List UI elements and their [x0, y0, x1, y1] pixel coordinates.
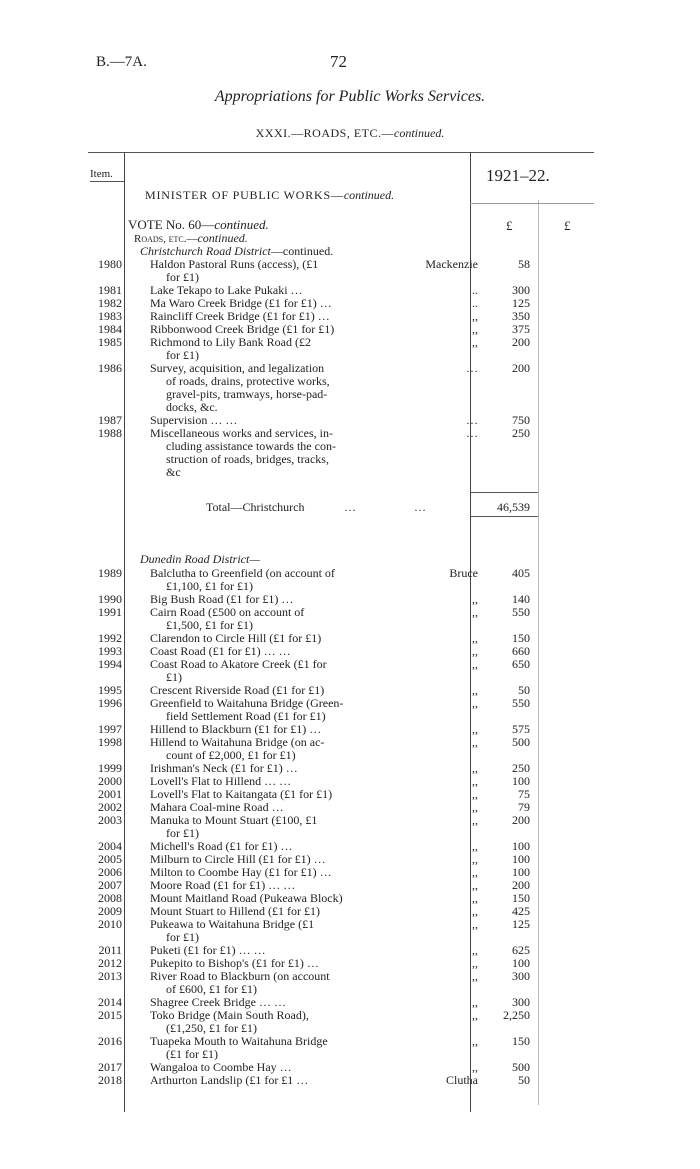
item-description-line: Mahara Coal-mine Road … [150, 800, 284, 814]
item-number: 1993 [98, 644, 122, 658]
item-district: ,, [472, 1034, 478, 1048]
item-description [150, 336, 388, 362]
item-district: ,, [472, 800, 478, 814]
item-description-line: Coast Road to Akatore Creek (£1 for [150, 657, 327, 671]
item-description-line: Survey, acquisition, and legalization [150, 361, 325, 375]
item-description-line: £1,100, £1 for £1) [166, 579, 253, 593]
item-description [150, 606, 388, 632]
item-district: ,, [472, 839, 478, 853]
item-amount: 405 [512, 566, 530, 580]
item-number: 1989 [98, 566, 122, 580]
minister-continued: continued. [343, 188, 395, 202]
minister-heading [145, 188, 394, 203]
item-amount: 500 [512, 735, 530, 749]
item-number: 2002 [98, 800, 122, 814]
item-number: 1999 [98, 761, 122, 775]
item-amount: 50 [518, 683, 530, 697]
item-description-line: Ribbonwood Creek Bridge (£1 for £1) [150, 322, 335, 336]
item-amount: 50 [518, 1073, 530, 1087]
item-amount: 550 [512, 696, 530, 710]
item-number: 1983 [98, 309, 122, 323]
item-description [150, 736, 388, 762]
item-number: 1991 [98, 605, 122, 619]
item-district: ,, [472, 878, 478, 892]
minister-text: MINISTER OF PUBLIC WORKS— [145, 188, 344, 202]
item-number: 1987 [98, 413, 122, 427]
item-district: .. [472, 283, 478, 297]
item-amount: 125 [512, 917, 530, 931]
item-amount: 750 [512, 413, 530, 427]
item-amount: 2,250 [503, 1008, 530, 1022]
total-top-rule [470, 492, 538, 493]
item-description [150, 362, 388, 414]
item-district: ,, [472, 657, 478, 671]
item-district: ,, [472, 917, 478, 931]
item-description-line: (£1,250, £1 for £1) [166, 1021, 257, 1035]
item-number: 1988 [98, 426, 122, 440]
item-district: ,, [472, 1060, 478, 1074]
item-district: … [466, 413, 478, 427]
item-amount: 79 [518, 800, 530, 814]
item-number: 2008 [98, 891, 122, 905]
item-description [150, 658, 388, 684]
item-district: ,, [472, 1008, 478, 1022]
item-district: ,, [472, 891, 478, 905]
vote-label-text: VOTE No. 60— [128, 217, 215, 232]
amount-column-rule-right [538, 200, 539, 1105]
item-number: 2013 [98, 969, 122, 983]
item-description-line: cluding assistance towards the con- [166, 439, 336, 453]
item-amount: 125 [512, 296, 530, 310]
item-description-line: struction of roads, bridges, tracks, [166, 452, 329, 466]
item-number: 2009 [98, 904, 122, 918]
item-description-line: Shagree Creek Bridge … … [150, 995, 286, 1009]
item-district: ,, [472, 813, 478, 827]
section-title [0, 126, 700, 141]
item-number: 1995 [98, 683, 122, 697]
column-header-year: 1921–22. [486, 166, 550, 185]
document-reference: B.—7A. [96, 54, 147, 70]
item-district: ,, [472, 852, 478, 866]
item-description-line: Coast Road (£1 for £1) … … [150, 644, 291, 658]
item-description-line: field Settlement Road (£1 for £1) [166, 709, 326, 723]
item-description-line: of £600, £1 for £1) [166, 982, 257, 996]
item-amount: 300 [512, 283, 530, 297]
item-amount: 200 [512, 878, 530, 892]
item-description [150, 918, 388, 944]
item-district: ,, [472, 956, 478, 970]
item-amount: 625 [512, 943, 530, 957]
item-amount: 75 [518, 787, 530, 801]
item-amount: 300 [512, 969, 530, 983]
item-description-line: £1) [166, 670, 182, 684]
item-number: 1997 [98, 722, 122, 736]
item-amount: 575 [512, 722, 530, 736]
item-amount: 350 [512, 309, 530, 323]
item-description-line: for £1) [166, 930, 199, 944]
item-district: ,, [472, 943, 478, 957]
item-description-line: Crescent Riverside Road (£1 for £1) [150, 683, 325, 697]
item-amount: 100 [512, 956, 530, 970]
item-number: 2010 [98, 917, 122, 931]
item-description-line: Hillend to Waitahuna Bridge (on ac- [150, 735, 325, 749]
item-amount: 100 [512, 865, 530, 879]
item-number: 2006 [98, 865, 122, 879]
item-description-line: (£1 for £1) [166, 1047, 218, 1061]
item-number: 2012 [98, 956, 122, 970]
item-amount: 100 [512, 852, 530, 866]
item-district: ,, [472, 735, 478, 749]
item-number: 1996 [98, 696, 122, 710]
item-description-line: Toko Bridge (Main South Road), [150, 1008, 309, 1022]
item-amount: 100 [512, 774, 530, 788]
item-description-line: Michell's Road (£1 for £1) … [150, 839, 293, 853]
item-district: … [466, 426, 478, 440]
item-description [150, 567, 388, 593]
item-district: ,, [472, 592, 478, 606]
item-number: 1986 [98, 361, 122, 375]
item-description-line: Big Bush Road (£1 for £1) … [150, 592, 294, 606]
item-description-line: Cairn Road (£500 on account of [150, 605, 305, 619]
dunedin-district-heading [140, 553, 260, 566]
item-number: 1994 [98, 657, 122, 671]
item-number: 1980 [98, 257, 122, 271]
item-description [150, 697, 388, 723]
page-subtitle: Appropriations for Public Works Services. [214, 88, 486, 105]
section-title-text: XXXI.—ROADS, ETC.— [255, 126, 394, 140]
item-amount: 150 [512, 891, 530, 905]
item-description-line: of roads, drains, protective works, [166, 374, 330, 388]
roads-label-text: Roads, etc.— [134, 233, 198, 245]
item-description-line: River Road to Blackburn (on account [150, 969, 330, 983]
item-description-line: docks, &c. [166, 400, 218, 414]
item-district: ,, [472, 335, 478, 349]
total-bottom-rule [470, 516, 538, 517]
item-district: ,, [472, 761, 478, 775]
item-description-line: Haldon Pastoral Runs (access), (£1 [150, 257, 319, 271]
item-description-line: &c [166, 465, 181, 479]
item-description-line: Balclutha to Greenfield (on account of [150, 566, 335, 580]
item-description-line: Mount Stuart to Hillend (£1 for £1) [150, 904, 320, 918]
item-description-line: Supervision … … [150, 413, 238, 427]
item-description-line: Irishman's Neck (£1 for £1) … [150, 761, 298, 775]
dunedin-district-name: Dunedin Road District— [140, 552, 260, 566]
item-description-line: Lovell's Flat to Kaitangata (£1 for £1) [150, 787, 333, 801]
column-header-item: Item. [90, 168, 113, 180]
currency-symbol-2: £ [564, 218, 571, 233]
header-rule [88, 152, 594, 153]
item-district: ,, [472, 904, 478, 918]
total-label: Total—Christchurch [206, 500, 305, 514]
item-amount: 58 [518, 257, 530, 271]
item-number: 2014 [98, 995, 122, 1009]
item-description [150, 427, 388, 479]
item-district: ,, [472, 683, 478, 697]
item-column-rule [124, 152, 125, 1112]
item-amount: 500 [512, 1060, 530, 1074]
item-description-line: Hillend to Blackburn (£1 for £1) … [150, 722, 322, 736]
item-description-line: Moore Road (£1 for £1) … … [150, 878, 296, 892]
item-description-line: gravel-pits, tramways, horse-pad- [166, 387, 328, 401]
item-description-line: Miscellaneous works and services, in- [150, 426, 333, 440]
item-amount: 200 [512, 813, 530, 827]
item-description-line: Mount Maitland Road (Pukeawa Block) [150, 891, 343, 905]
item-description [150, 258, 388, 284]
item-header-underline [90, 181, 124, 182]
item-amount: 150 [512, 631, 530, 645]
item-description-line: Clarendon to Circle Hill (£1 for £1) [150, 631, 322, 645]
item-number: 2011 [98, 943, 122, 957]
item-district: ,, [472, 787, 478, 801]
christchurch-district-continued: —continued. [270, 244, 334, 258]
item-number: 2007 [98, 878, 122, 892]
year-header-underline [470, 203, 594, 204]
currency-symbol-1: £ [506, 218, 513, 233]
vote-label [128, 218, 269, 231]
item-amount: 200 [512, 361, 530, 375]
item-description-line: Milton to Coombe Hay (£1 for £1) … [150, 865, 332, 879]
item-district: Clutha [446, 1073, 478, 1087]
item-number: 1990 [98, 592, 122, 606]
item-number: 1998 [98, 735, 122, 749]
item-number: 1981 [98, 283, 122, 297]
item-district: Mackenzie [425, 257, 478, 271]
item-description-line: Greenfield to Waitahuna Bridge (Green- [150, 696, 344, 710]
item-district: ,, [472, 865, 478, 879]
item-district: ,, [472, 969, 478, 983]
item-description-line: Ma Waro Creek Bridge (£1 for £1) … [150, 296, 332, 310]
item-description-line: for £1) [166, 348, 199, 362]
vote-continued: continued. [214, 217, 269, 232]
item-amount: 375 [512, 322, 530, 336]
item-description-line: Raincliff Creek Bridge (£1 for £1) … [150, 309, 330, 323]
item-amount: 250 [512, 761, 530, 775]
item-number: 1985 [98, 335, 122, 349]
item-number: 2018 [98, 1073, 122, 1087]
item-description-line: Tuapeka Mouth to Waitahuna Bridge [150, 1034, 328, 1048]
item-district: ,, [472, 774, 478, 788]
item-amount: 100 [512, 839, 530, 853]
item-amount: 200 [512, 335, 530, 349]
item-district: ,, [472, 309, 478, 323]
item-district: … [466, 361, 478, 375]
item-description-line: Pukeawa to Waitahuna Bridge (£1 [150, 917, 315, 931]
item-amount: 250 [512, 426, 530, 440]
item-amount: 140 [512, 592, 530, 606]
item-description [150, 1009, 388, 1035]
item-district: Bruce [449, 566, 478, 580]
item-amount: 425 [512, 904, 530, 918]
item-number: 2001 [98, 787, 122, 801]
section-continued: continued. [394, 126, 445, 140]
item-description-line: Puketi (£1 for £1) … … [150, 943, 266, 957]
item-description [150, 1074, 388, 1087]
item-description [150, 1035, 388, 1061]
item-number: 2017 [98, 1060, 122, 1074]
item-description-line: Arthurton Landslip (£1 for £1 … [150, 1073, 309, 1087]
christchurch-district-name: Christchurch Road District [140, 244, 271, 258]
item-district: ,, [472, 644, 478, 658]
item-district: ,, [472, 631, 478, 645]
roads-continued: continued. [197, 231, 248, 245]
total-dots-2: … [414, 500, 426, 514]
page-number: 72 [330, 52, 347, 71]
item-description [150, 814, 388, 840]
item-description-line: Wangaloa to Coombe Hay … [150, 1060, 292, 1074]
item-district: ,, [472, 322, 478, 336]
item-description-line: Milburn to Circle Hill (£1 for £1) … [150, 852, 326, 866]
item-district: ,, [472, 696, 478, 710]
item-description-line: Manuka to Mount Stuart (£100, £1 [150, 813, 318, 827]
item-district: ,, [472, 995, 478, 1009]
item-amount: 150 [512, 1034, 530, 1048]
item-district: ,, [472, 722, 478, 736]
item-number: 1992 [98, 631, 122, 645]
item-number: 2005 [98, 852, 122, 866]
item-description [150, 970, 388, 996]
item-amount: 300 [512, 995, 530, 1009]
item-description-line: £1,500, £1 for £1) [166, 618, 253, 632]
item-number: 2000 [98, 774, 122, 788]
item-district: ,, [472, 605, 478, 619]
item-description-line: for £1) [166, 270, 199, 284]
item-number: 1982 [98, 296, 122, 310]
item-description-line: Richmond to Lily Bank Road (£2 [150, 335, 311, 349]
item-number: 2015 [98, 1008, 122, 1022]
item-description-line: Lovell's Flat to Hillend … … [150, 774, 292, 788]
total-amount: 46,539 [497, 500, 530, 514]
item-description-line: count of £2,000, £1 for £1) [166, 748, 296, 762]
item-description-line: Pukepito to Bishop's (£1 for £1) … [150, 956, 319, 970]
item-amount: 650 [512, 657, 530, 671]
item-number: 2016 [98, 1034, 122, 1048]
item-number: 1984 [98, 322, 122, 336]
item-district: .. [472, 296, 478, 310]
item-description-line: for £1) [166, 826, 199, 840]
item-description-line: Lake Tekapo to Lake Pukaki … [150, 283, 303, 297]
item-amount: 660 [512, 644, 530, 658]
total-dots: … [344, 500, 356, 514]
item-number: 2004 [98, 839, 122, 853]
item-amount: 550 [512, 605, 530, 619]
item-number: 2003 [98, 813, 122, 827]
